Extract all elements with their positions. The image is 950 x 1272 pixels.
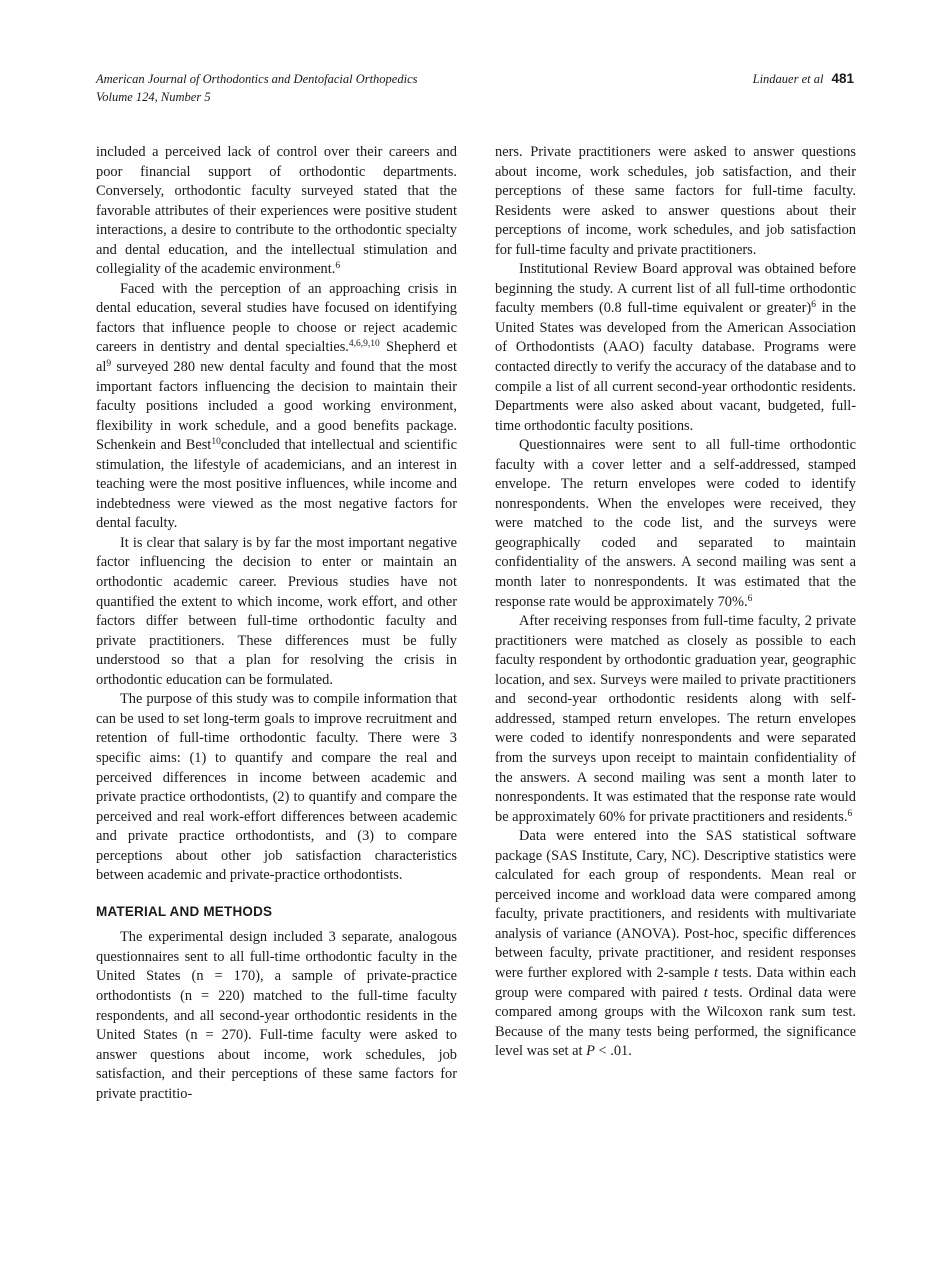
paragraph: The experimental design included 3 separate, analogous questionnaires sent to all full-time orthodontic faculty in the United States (n = 170), a sample of private-practice orthodontists (n = 220) matched to the full-time faculty respondents, and all second-year orthodontic residents in the United States (n = 270). Full-time faculty were asked to answer questions about income, work schedules, job satisfaction, and their perceptions of these same factors for private practitio- [96,929,457,1102]
text-run: Data were entered into the SAS statistical software package (SAS Institute, Cary, NC). Descriptive statistics were calculated for each group of respondents. Mean real or perceived income and workload data were compared among faculty, private practitioners, and residents with multivariate analysis of variance (ANOVA). Post-hoc, specific differences between faculty, private practitioner, and resident responses were further explored with 2-sample [495,828,856,981]
journal-title: American Journal of Orthodontics and Dentofacial Orthopedics [96,72,418,86]
text-run: Institutional Review Board approval was obtained before beginning the study. A current list of all full-time orthodontic faculty members (0.8 full-time equivalent or greater) [495,261,856,317]
text-run: Faced with the perception of an approaching crisis in dental education, several studies have focused on identifying factors that influence people to choose or reject academic careers in dentistry and dental specialties. [96,280,457,356]
text-run: < .01. [594,1043,632,1060]
paragraph [495,827,856,1062]
citation: 10 [211,436,221,447]
italic-symbol: P [586,1043,595,1060]
text-run: Questionnaires were sent to all full-time orthodontic faculty with a cover letter and a self-addressed, stamped envelope. The return envelopes were coded to identify nonrespondents. When the envelopes were received, they were matched to the code list, and the surveys were geographically coded and separated to maintain confidentiality of the answers. A second mailing was sent a month later to nonrespondents. It was estimated that the response rate would be approximately 70%. [495,437,856,610]
citation: 6 [811,300,816,311]
citation: 6 [335,261,341,272]
text-run: concluded that intellectual and scientific stimulation, the lifestyle of academicians, and an interest in teaching were the most positive influences, while income and indebtedness were viewed as the most negative factors for dental faculty. [96,437,457,532]
left-column [96,143,457,1104]
paragraph [96,143,457,280]
running-title [753,70,854,88]
paragraph: It is clear that salary is by far the most important negative factor influencing the decision to enter or maintain an orthodontic academic career. Previous studies have not quantified the extent to which income, work effort, and other factors differ between full-time orthodontic faculty and private practitioners. These differences must be fully understood so that a plan for resolving the crisis in orthodontic education can be formulated. [96,534,457,688]
text-run: Shepherd et al [96,339,457,376]
running-authors: Lindauer et al [752,72,824,86]
text-run: in the United States was developed from the American Association of Orthodontists (AAO) faculty database. Programs were contacted directly to verify the accuracy of the database and to compile a list of all current second-year orthodontic residents. Departments were also asked about vacant, budgeted, full-time orthodontic faculty positions. [495,300,856,434]
page-number: 481 [831,71,854,86]
citation: 9 [106,358,112,369]
paragraph [495,612,856,827]
citation: 6 [847,808,853,819]
text-run: included a perceived lack of control over their careers and poor financial support of orthodontic departments. Conversely, orthodontic faculty surveyed stated that the favorable attributes of their experiences were positive student interactions, a desire to contribute to the orthodontic specialty and dental education, and the intellectual stimulation and collegiality of the academic environment. [96,144,457,278]
section-heading: MATERIAL AND METHODS [96,903,273,919]
journal-citation [96,70,418,106]
citation: 6 [747,593,753,604]
running-header [96,70,854,110]
italic-symbol: t [703,984,708,1001]
text-run: surveyed 280 new dental faculty and found that the most important factors influencing the decision to maintain their faculty positions included a good working environment, flexibility in work schedule, and a good benefits package. Schenkein and Best [96,359,457,454]
text-run: tests. Data within each group were compared with paired [495,964,857,1001]
citation: 4,6,9,10 [348,339,380,350]
right-column [495,143,856,1062]
journal-volume: Volume 124, Number 5 [96,90,211,104]
text-run: After receiving responses from full-time faculty, 2 private practitioners were matched as closely as possible to each faculty respondent by orthodontic graduation year, geographic location, and sex. Surveys were mailed to private practitioners and second-year orthodontic residents along with self-addressed, stamped return envelopes. The return envelopes were coded to identify nonrespondents and were separated from the surveys upon receipt to maintain confidentiality of the answers. A second mailing was sent a month later to nonrespondents. It was estimated that the response rate would be approximately 60% for private practitioners and residents. [495,613,856,825]
paragraph: ners. Private practitioners were asked to answer questions about income, work schedules, job satisfaction, and their perceptions of these same factors for full-time faculty. Residents were asked to answer questions about their perceptions of income, work schedules, and job satisfaction for full-time faculty and private practitioners. [495,144,856,258]
paragraph [96,280,457,534]
paragraph: The purpose of this study was to compile information that can be used to set long-term goals to improve recruitment and retention of full-time orthodontic faculty. There were 3 specific aims: (1) to quantify and compare the real and perceived differences in income between academic and private practice orthodontists, (2) to quantify and compare the perceived and real work-effort differences between academic and private practice orthodontists, and (3) to compare perceptions about other job satisfaction characteristics between academic and private-practice orthodontists. [96,691,457,884]
text-run: tests. Ordinal data were compared among groups with the Wilcoxon rank sum test. Because of the many tests being performed, the significance level was set at [495,984,856,1060]
italic-symbol: t [713,964,718,981]
paragraph [495,260,856,436]
paragraph [495,436,856,612]
